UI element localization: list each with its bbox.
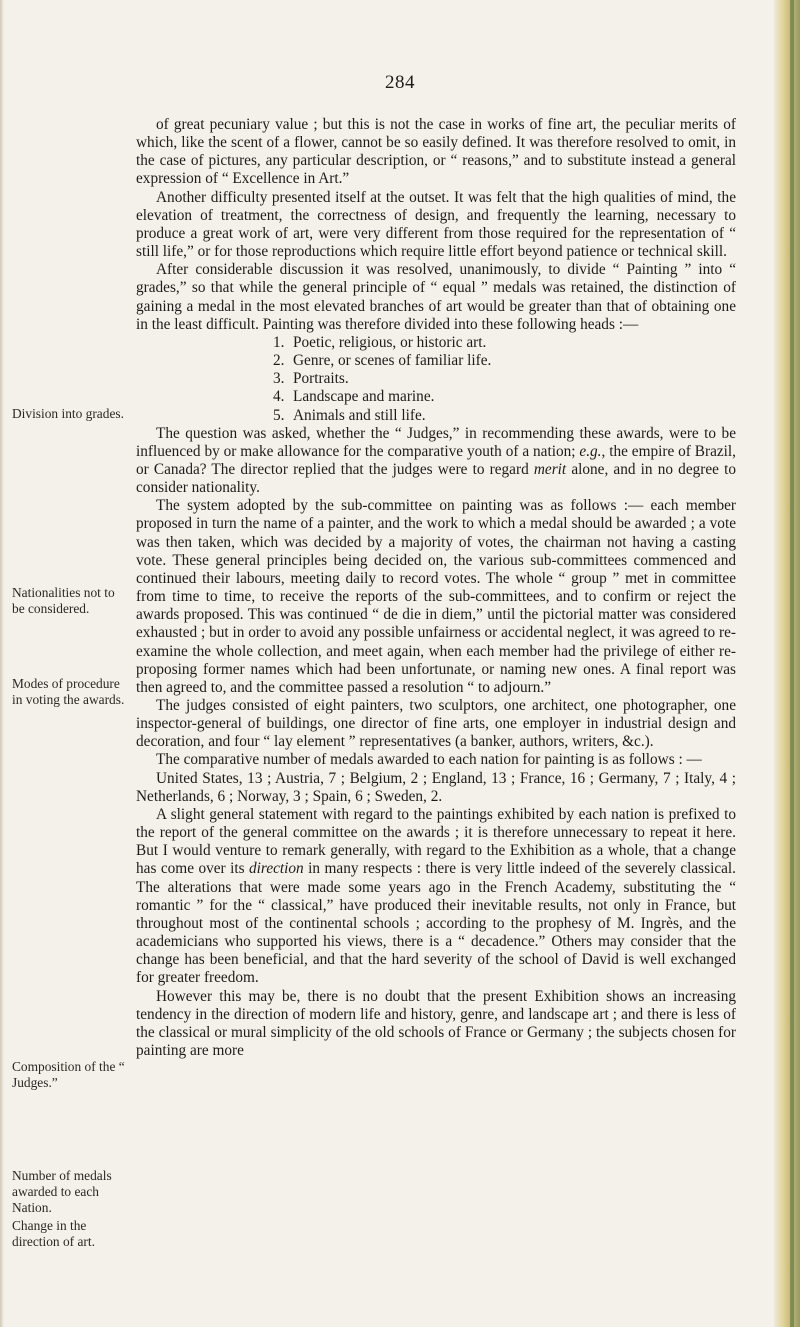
margin-note-change: Change in the direction of art. [12,1218,95,1249]
list-item [136,388,736,406]
paragraph-grades: After considerable discussion it was resolved, unanimously, to divide “ Painting ” into “ grades,” so that while the general principle of “ equal ” medals was retained, the distinction of gaining a medal in the most elevated branches of art would be greater than that of obtaining one in the least difficult. Painting was therefore divided into these following heads :— [136,261,736,333]
list-number: 1. [273,333,285,351]
italic-eg: e.g. [579,442,602,460]
paragraph-nationalities [136,425,736,498]
text-run: alone, and in no degree to consider nationality. [136,460,736,497]
paragraph-difficulty: Another difficulty presented itself at the outset. It was felt that the high qualities of mind, the elevation of treatment, the correctness of design, and frequently the learning, necessary to produce a great work of art, were very different from those required for the representation of “ still life,” or for those reproductions which require little effort beyond patience or technical skill. [136,188,736,261]
paragraph-medals-intro: The comparative number of medals awarded to each nation for painting is as follows : — [156,751,702,769]
text-run: , the empire of Brazil, or Canada? The director replied that the judges were to regard [136,442,736,478]
margin-note-composition: Composition of the “ Judges.” [12,1059,125,1090]
body-text [136,116,736,1060]
margin-note-modes: Modes of procedure in voting the awards. [12,676,125,707]
paragraph-direction [136,806,736,988]
page-gutter-shadow [0,0,4,1327]
italic-direction: direction [249,860,304,878]
list-number: 2. [273,352,285,370]
list-item [136,334,736,352]
paragraph-excellence: of great pecuniary value ; but this is not the case in works of fine art, the peculiar merits of which, like the scent of a flower, cannot be so easily defined. It was therefore resolved to omit, in the case of pictures, any particular description, or “ reasons,” and to substitute instead a general expression of “ Excellence in Art.” [136,116,736,188]
list-number: 5. [273,406,285,424]
text-run: A slight general statement with regard to the paintings exhibited by each nation is prefixed to the report of the general committee on the awards ; it is therefore unnecessary to repeat it here. But I would venture to remark generally, with regard to the Exhibition as a whole, that a change has come over its [136,805,736,878]
painting-heads-list [136,334,736,425]
list-label: Animals and still life. [293,406,426,424]
paragraph-judges: The judges consisted of eight painters, two sculptors, one architect, one photographer, one inspector-general of buildings, one director of fine arts, one employer in industrial design and decoration, and four “ lay element ” representatives (a banker, authors, writers, &c.). [136,697,736,751]
text-run: The question was asked, whether the “ Judges,” in recommending these awards, were to be influenced by or make allowance for the comparative youth of a nation; [136,424,736,460]
list-label: Poetic, religious, or historic art. [293,333,487,351]
paragraph-medal-counts: United States, 13 ; Austria, 7 ; Belgium, 2 ; England, 13 ; France, 16 ; Germany, 7 ; Italy, 4 ; Netherlands, 6 ; Norway, 3 ; Spain, 6 ; Sweden, 2. [136,769,736,805]
page-number: 284 [385,72,415,93]
margin-note-medals: Number of medals awarded to each Nation. [12,1168,112,1215]
list-label: Genre, or scenes of familiar life. [293,352,492,370]
binding-strip [790,0,794,1327]
paragraph-procedure: The system adopted by the sub-committee on painting was as follows :— each member proposed in turn the name of a painter, and the work to which a medal should be awarded ; a vote was then taken, which was decided by a majority of votes, the chairman not having a casting vote. These general principles being decided on, the various sub-committees commenced and continued their labours, meeting daily to record votes. The whole “ group ” met in committee from time to time, to receive the reports of the sub-committees, and to confirm or reject the awards proposed. This was continued “ de die in diem,” until the pictorial matter was considered exhausted ; but in order to avoid any possible unfairness or accidental neglect, it was agreed to re-examine the whole collection, and meet again, when each member had the privilege of either re-proposing former names which had been unfortunate, or naming new ones. A final report was then agreed to, and the committee passed a resolution “ to adjourn.” [136,497,736,696]
list-number: 4. [273,388,285,406]
list-label: Portraits. [293,370,349,388]
margin-note-nationalities: Nationalities not to be considered. [12,585,115,616]
page-edge-binding [774,0,800,1327]
text-run: in many respects : there is very little indeed of the severely classical. The alterations that were made some years ago in the French Academy, substituting the “ romantic ” for the “ classical,” have produced their inevitable results, not only in France, but throughout most of the continental schools ; according to the prophesy of M. Ingrès, and the academicians who supported his views, there is a “ decadence.” Others may consider that the change has been beneficial, and that the hard severity of the school of David is well exchanged for greater freedom. [136,860,736,987]
margin-note-division: Division into grades. [12,406,124,421]
paragraph-tendency: However this may be, there is no doubt that the present Exhibition shows an increasing tendency in the direction of modern life and history, genre, and landscape art ; and there is less of the classical or mural simplicity of the old schools of France or Germany ; the subjects chosen for painting are more [136,987,736,1059]
list-item [136,370,736,388]
italic-merit: merit [533,460,567,478]
list-item [136,352,736,370]
list-item [136,407,736,425]
list-number: 3. [273,370,285,388]
list-label: Landscape and marine. [293,388,435,406]
